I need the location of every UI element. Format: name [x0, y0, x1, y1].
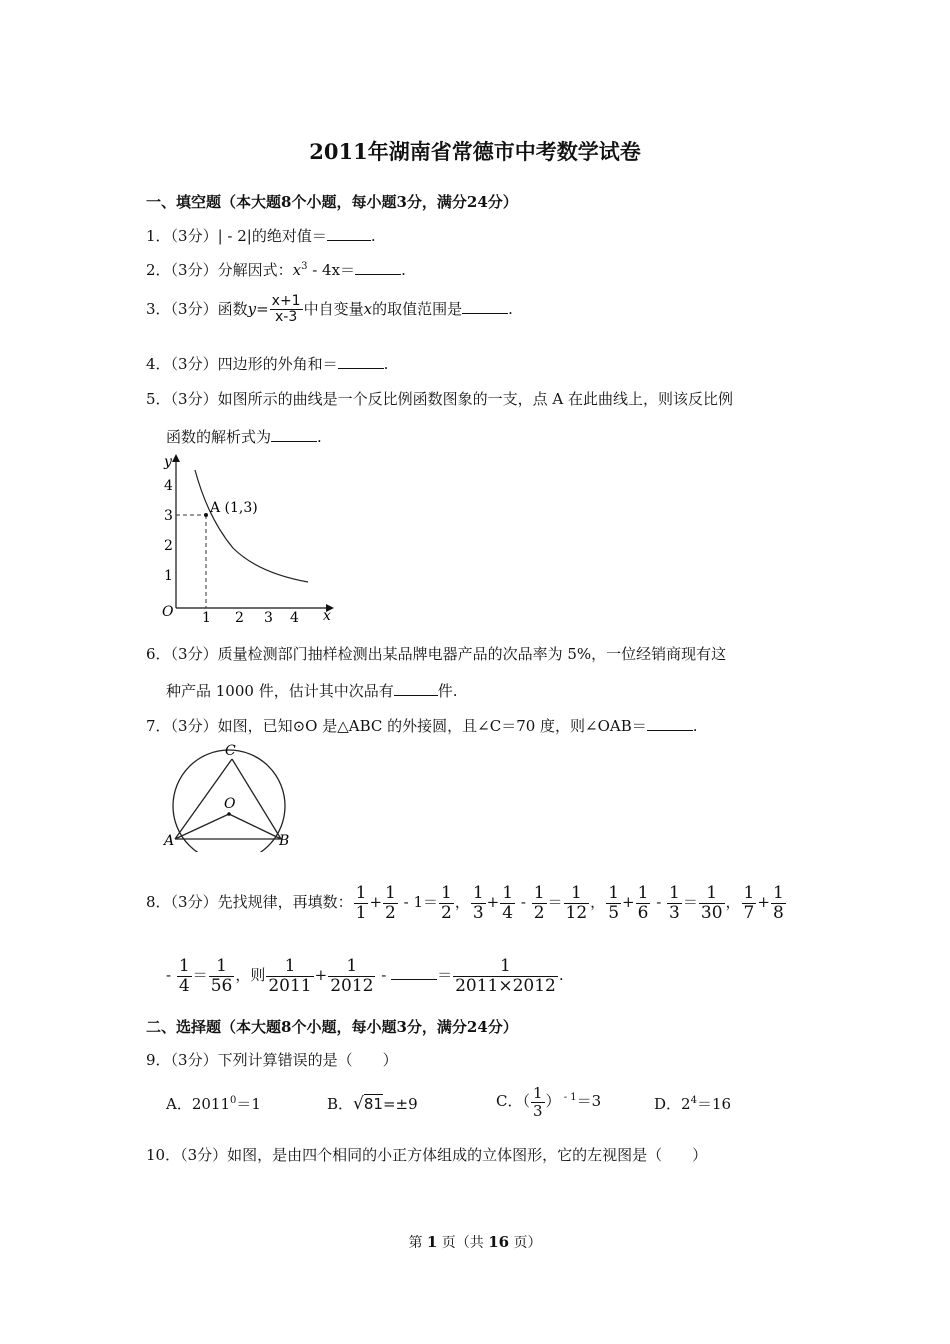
option-a: A．$2011^0=1$ [166, 1095, 261, 1113]
answer-blank [391, 965, 437, 980]
inverse-function-graph [158, 448, 338, 624]
y-axis-label: y [164, 454, 172, 470]
section-1-heading: 一、填空题（本大题8个小题，每小题3分，满分24分） [146, 193, 518, 211]
option-b: B．√81=±9 [327, 1094, 418, 1114]
vertex-label-b: B [279, 833, 290, 849]
x-tick: 3 [264, 610, 273, 624]
question-1: 1．（3分）| - 2|的绝对值＝ . [146, 227, 376, 245]
question-5-continued: 函数的解析式为 . [166, 428, 322, 446]
vertex-label-a: A [164, 833, 175, 849]
point-a [204, 513, 208, 517]
question-7: 7．（3分）如图，已知⊙O 是△ABC 的外接圆，且∠C＝70 度，则∠OAB＝ . [146, 717, 698, 735]
question-8-continued: - $\frac{1}{4}$ ＝ $\frac{1}{56}$ ，则 $\frac{1}{2011}$ + $\frac{1}{2012}$ - ＝ $\frac{1}{2011\times 2012}$ . [166, 956, 564, 996]
x-axis-label: x [323, 608, 331, 624]
circumscribed-circle-figure [160, 742, 294, 852]
x-tick: 1 [202, 610, 211, 624]
question-10: 10．（3分）如图，是由四个相同的小正方体组成的立体图形，它的左视图是（ ） [146, 1146, 708, 1164]
answer-blank [338, 354, 384, 369]
hyperbola-curve [195, 470, 308, 582]
center-label-o: O [224, 796, 236, 812]
question-4: 4．（3分）四边形的外角和＝ . [146, 355, 389, 373]
question-5: 5．（3分）如图所示的曲线是一个反比例函数图象的一支，点 A 在此曲线上，则该反比例 [146, 390, 733, 408]
vertex-label-c: C [225, 743, 236, 759]
answer-blank [271, 427, 317, 442]
y-tick: 2 [164, 538, 173, 554]
answer-blank [355, 260, 401, 275]
y-tick: 3 [164, 508, 173, 524]
answer-blank [327, 226, 371, 241]
section-2-heading: 二、选择题（本大题8个小题，每小题3分，满分24分） [146, 1018, 518, 1036]
y-tick: 4 [164, 478, 173, 494]
point-a-label: A (1,3) [210, 500, 258, 516]
question-8: 8．（3分）先找规律，再填数： $\frac{1}{1}$ + $\frac{1}{2}$ - 1＝ $\frac{1}{2}$ ， $\frac{1}{3}$ + $\frac{1}{4}$ - $\frac{1}{2}$ ＝ $\frac{1}{12}$ ， $\frac{1}{5}$ + $\frac{1}{6}$ - $\frac{1}{3}$ ＝ $\frac{1}{30}$ ， $\frac{1}{7}$ + $\frac{1}{8}$ [146, 883, 784, 923]
origin-label: O [162, 604, 174, 620]
question-6-continued: 种产品 1000 件，估计其中次品有 件. [166, 682, 458, 700]
question-2: 2．（3分）分解因式：$x^3 - 4x=$ . [146, 261, 406, 279]
question-9: 9．（3分）下列计算错误的是（ ） [146, 1051, 398, 1069]
question-6: 6．（3分）质量检测部门抽样检测出某品牌电器产品的次品率为 5%，一位经销商现有这 [146, 645, 727, 663]
page-footer: 第 1 页（共 16 页） [408, 1233, 542, 1251]
y-tick: 1 [164, 568, 173, 584]
x-tick: 4 [290, 610, 299, 624]
answer-blank [394, 681, 438, 696]
option-c: C．（ $\frac{1}{3}$ ） $^{- 1}$＝3 [496, 1084, 602, 1120]
page-title: 2011年湖南省常德市中考数学试卷 [309, 139, 641, 164]
question-3: 3．（3分）函数y= $\frac{x+1}{x-3}$ 中自变量x的取值范围是 . [146, 293, 513, 326]
answer-blank [462, 299, 508, 314]
option-d: D．$2^4=16$ [654, 1095, 732, 1113]
answer-blank [647, 716, 693, 731]
x-tick: 2 [235, 610, 244, 624]
